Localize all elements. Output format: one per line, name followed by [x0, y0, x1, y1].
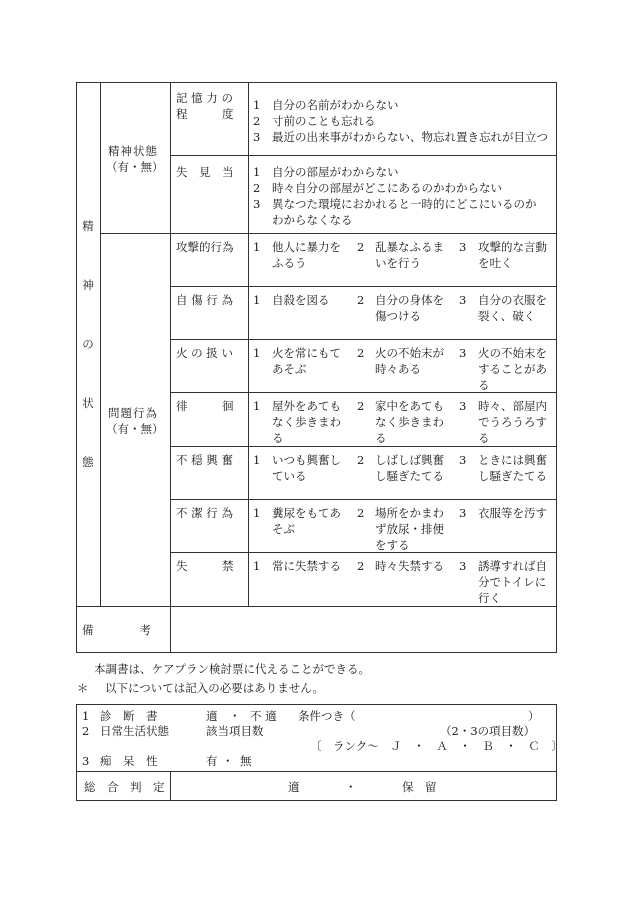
- disorientation-item: 時々自分の部屋がどこにあるのかわからない: [272, 181, 502, 195]
- box-border-bottom: [76, 800, 557, 801]
- behavior-option-num: 2: [357, 506, 365, 520]
- behavior-option-text: なく歩きまわ: [272, 415, 341, 429]
- behavior-option-num: 1: [253, 346, 261, 360]
- behavior-option-num: 1: [253, 399, 261, 413]
- table-border-bottom: [76, 652, 557, 653]
- behavior-option-text: ず放尿・排便: [375, 522, 444, 536]
- behavior-option-text: る: [272, 431, 284, 445]
- behavior-option-text: 常に失禁する: [272, 559, 341, 573]
- behavior-option-num: 1: [253, 453, 261, 467]
- mental-group-label: 精神状態: [108, 144, 158, 158]
- behavior-label: 攻撃的行為: [176, 240, 234, 254]
- behavior-option-num: 2: [357, 293, 365, 307]
- disorientation-item-num: 3: [253, 197, 261, 211]
- note-line-1: 本調書は、ケアプラン検討票に代えることができる。: [94, 662, 370, 676]
- row-divider-b5: [170, 499, 557, 500]
- behavior-option-text: あそぶ: [272, 362, 307, 376]
- behavior-group-label: 問題行為: [108, 406, 158, 420]
- behavior-option-text: 場所をかまわ: [375, 506, 444, 520]
- behavior-option-text: 火の不始末が: [375, 346, 444, 360]
- memory-label-2: 程 度: [176, 107, 234, 121]
- box-r3-label: 痴 呆 性: [100, 754, 158, 768]
- behavior-option-text: いを行う: [375, 256, 421, 270]
- behavior-option-text: 火の不始末を: [478, 346, 547, 360]
- box-total-hold: 保 留: [402, 780, 437, 794]
- behavior-label: 自 傷 行 為: [176, 293, 233, 307]
- behavior-option-num: 2: [357, 240, 365, 254]
- behavior-option-text: ときには興奮: [478, 453, 547, 467]
- behavior-option-text: 行く: [478, 591, 501, 605]
- behavior-option-text: 火を常にもて: [272, 346, 341, 360]
- box-r2-count: 該当項目数: [206, 724, 264, 738]
- box-r2-num: 2: [82, 724, 90, 738]
- behavior-option-num: 2: [357, 346, 365, 360]
- box-r1-cond: 条件つき（: [298, 709, 356, 723]
- row-divider-remarks: [76, 606, 557, 607]
- memory-label: 記 憶 力 の: [176, 91, 233, 105]
- behavior-option-num: 3: [459, 346, 467, 360]
- behavior-option-text: 屋外をあても: [272, 399, 341, 413]
- behavior-option-num: 3: [459, 506, 467, 520]
- behavior-option-text: る: [478, 431, 490, 445]
- behavior-option-text: 自分の身体を: [375, 293, 444, 307]
- behavior-option-text: る: [375, 431, 387, 445]
- disorientation-label: 失 見 当: [176, 165, 234, 179]
- behavior-option-num: 2: [357, 453, 365, 467]
- col-divider-2: [170, 82, 171, 653]
- behavior-option-text: することがあ: [478, 362, 547, 376]
- behavior-option-num: 2: [357, 559, 365, 573]
- behavior-option-num: 1: [253, 293, 261, 307]
- behavior-option-num: 3: [459, 559, 467, 573]
- behavior-option-text: 攻撃的な言動: [478, 240, 547, 254]
- behavior-option-text: ている: [272, 469, 307, 483]
- behavior-option-num: 1: [253, 559, 261, 573]
- box-r3-no: 無: [240, 754, 252, 768]
- behavior-option-text: いつも興奮し: [272, 453, 341, 467]
- box-border-left: [76, 704, 77, 801]
- side-label: [81, 218, 95, 513]
- side-label-char: の: [82, 337, 94, 351]
- behavior-option-text: し騒ぎたてる: [478, 469, 547, 483]
- box-r3-num: 3: [82, 754, 90, 768]
- behavior-option-text: 家中をあても: [375, 399, 444, 413]
- behavior-option-text: 自分の衣服を: [478, 293, 547, 307]
- behavior-option-num: 2: [357, 399, 365, 413]
- side-label-char: 態: [82, 455, 94, 469]
- disorientation-item-num: 1: [253, 165, 261, 179]
- box-r2-label: 日常生活状態: [100, 724, 169, 738]
- row-divider-b2: [170, 339, 557, 340]
- behavior-label: 徘 徊: [176, 399, 234, 413]
- remarks-label: 備 考: [82, 623, 151, 637]
- box-r1-label: 診 断 書: [100, 709, 158, 723]
- box-total-label: 総 合 判 定: [84, 780, 165, 794]
- behavior-option-text: る: [478, 378, 490, 392]
- box-row-divider: [76, 771, 557, 772]
- behavior-option-num: 3: [459, 240, 467, 254]
- memory-item: 寸前のことも忘れる: [272, 114, 376, 128]
- behavior-option-text: 衣服等を汚す: [478, 506, 547, 520]
- behavior-option-text: 時々、部屋内: [478, 399, 547, 413]
- memory-item-num: 2: [253, 114, 261, 128]
- disorientation-item: 異なつた環境におかれると一時的にどこにいるのか: [272, 197, 537, 211]
- behavior-option-text: 他人に暴力を: [272, 240, 341, 254]
- behavior-option-text: なく歩きまわ: [375, 415, 444, 429]
- box-total-ok: 適: [288, 780, 300, 794]
- behavior-option-text: そぶ: [272, 522, 295, 536]
- disorientation-item-cont: わからなくなる: [272, 213, 353, 227]
- box-r1-close: ）: [528, 709, 540, 723]
- behavior-label: 不 潔 行 為: [176, 506, 233, 520]
- side-label-char: 精: [82, 219, 94, 233]
- box-r3-yes: 有: [206, 754, 218, 768]
- row-divider-mental: [100, 233, 557, 234]
- col-divider-1: [100, 82, 101, 607]
- note-line-2: 以下については記入の必要はありません。: [105, 681, 324, 695]
- box-total-dot: ・: [345, 780, 357, 794]
- row-divider-b6: [170, 552, 557, 553]
- box-r1-num: 1: [82, 709, 90, 723]
- disorientation-item: 自分の部屋がわからない: [272, 165, 399, 179]
- mental-group-sub: （有・無）: [106, 160, 164, 174]
- box-rank: 〔 ランク～ Ｊ ・ Ａ ・ Ｂ ・ Ｃ 〕: [310, 739, 563, 753]
- box-col-divider: [170, 771, 171, 801]
- behavior-option-num: 3: [459, 453, 467, 467]
- box-r1-ok: 適: [206, 709, 218, 723]
- col-divider-3: [248, 82, 249, 607]
- side-label-char: 神: [82, 278, 94, 292]
- behavior-option-text: ふるう: [272, 256, 307, 270]
- box-r2-note: （2・3の項目数）: [440, 724, 536, 738]
- behavior-option-num: 3: [459, 293, 467, 307]
- table-border-top: [76, 82, 557, 83]
- behavior-option-text: 糞尿をもてあ: [272, 506, 341, 520]
- behavior-label: 火 の 扱 い: [176, 346, 233, 360]
- behavior-option-text: 自殺を図る: [272, 293, 330, 307]
- behavior-option-text: 乱暴なふるま: [375, 240, 444, 254]
- behavior-option-text: 時々ある: [375, 362, 421, 376]
- behavior-option-text: し騒ぎたてる: [375, 469, 444, 483]
- note-mark: ＊: [77, 681, 89, 695]
- row-divider-b4: [170, 446, 557, 447]
- disorientation-item-num: 2: [253, 181, 261, 195]
- memory-item-num: 1: [253, 98, 261, 112]
- behavior-option-text: をする: [375, 538, 410, 552]
- behavior-group-sub: （有・無）: [106, 422, 164, 436]
- behavior-label: 失 禁: [176, 559, 234, 573]
- row-divider-b1: [170, 286, 557, 287]
- box-r1-ng: 不 適: [250, 709, 277, 723]
- row-divider-b3: [170, 392, 557, 393]
- memory-item: 最近の出来事がわからない、物忘れ置き忘れが目立つ: [272, 130, 548, 144]
- side-label-char: 状: [82, 396, 94, 410]
- table-border-left: [76, 82, 77, 653]
- behavior-option-num: 1: [253, 506, 261, 520]
- behavior-option-text: 分でトイレに: [478, 575, 547, 589]
- behavior-option-text: しばしば興奮: [375, 453, 444, 467]
- behavior-option-num: 3: [459, 399, 467, 413]
- box-r1-dot: ・: [229, 709, 241, 723]
- memory-item: 自分の名前がわからない: [272, 98, 399, 112]
- behavior-option-text: 傷つける: [375, 309, 421, 323]
- behavior-option-text: を吐く: [478, 256, 513, 270]
- box-border-top: [76, 704, 557, 705]
- memory-item-num: 3: [253, 130, 261, 144]
- row-divider-memory: [170, 155, 557, 156]
- box-r3-dot: ・: [222, 754, 234, 768]
- table-border-right: [556, 82, 557, 653]
- behavior-option-text: でうろうろす: [478, 415, 547, 429]
- behavior-option-num: 1: [253, 240, 261, 254]
- behavior-label: 不 穏 興 奮: [176, 453, 233, 467]
- behavior-option-text: 誘導すれば自: [478, 559, 547, 573]
- behavior-option-text: 時々失禁する: [375, 559, 444, 573]
- behavior-option-text: 裂く、破く: [478, 309, 536, 323]
